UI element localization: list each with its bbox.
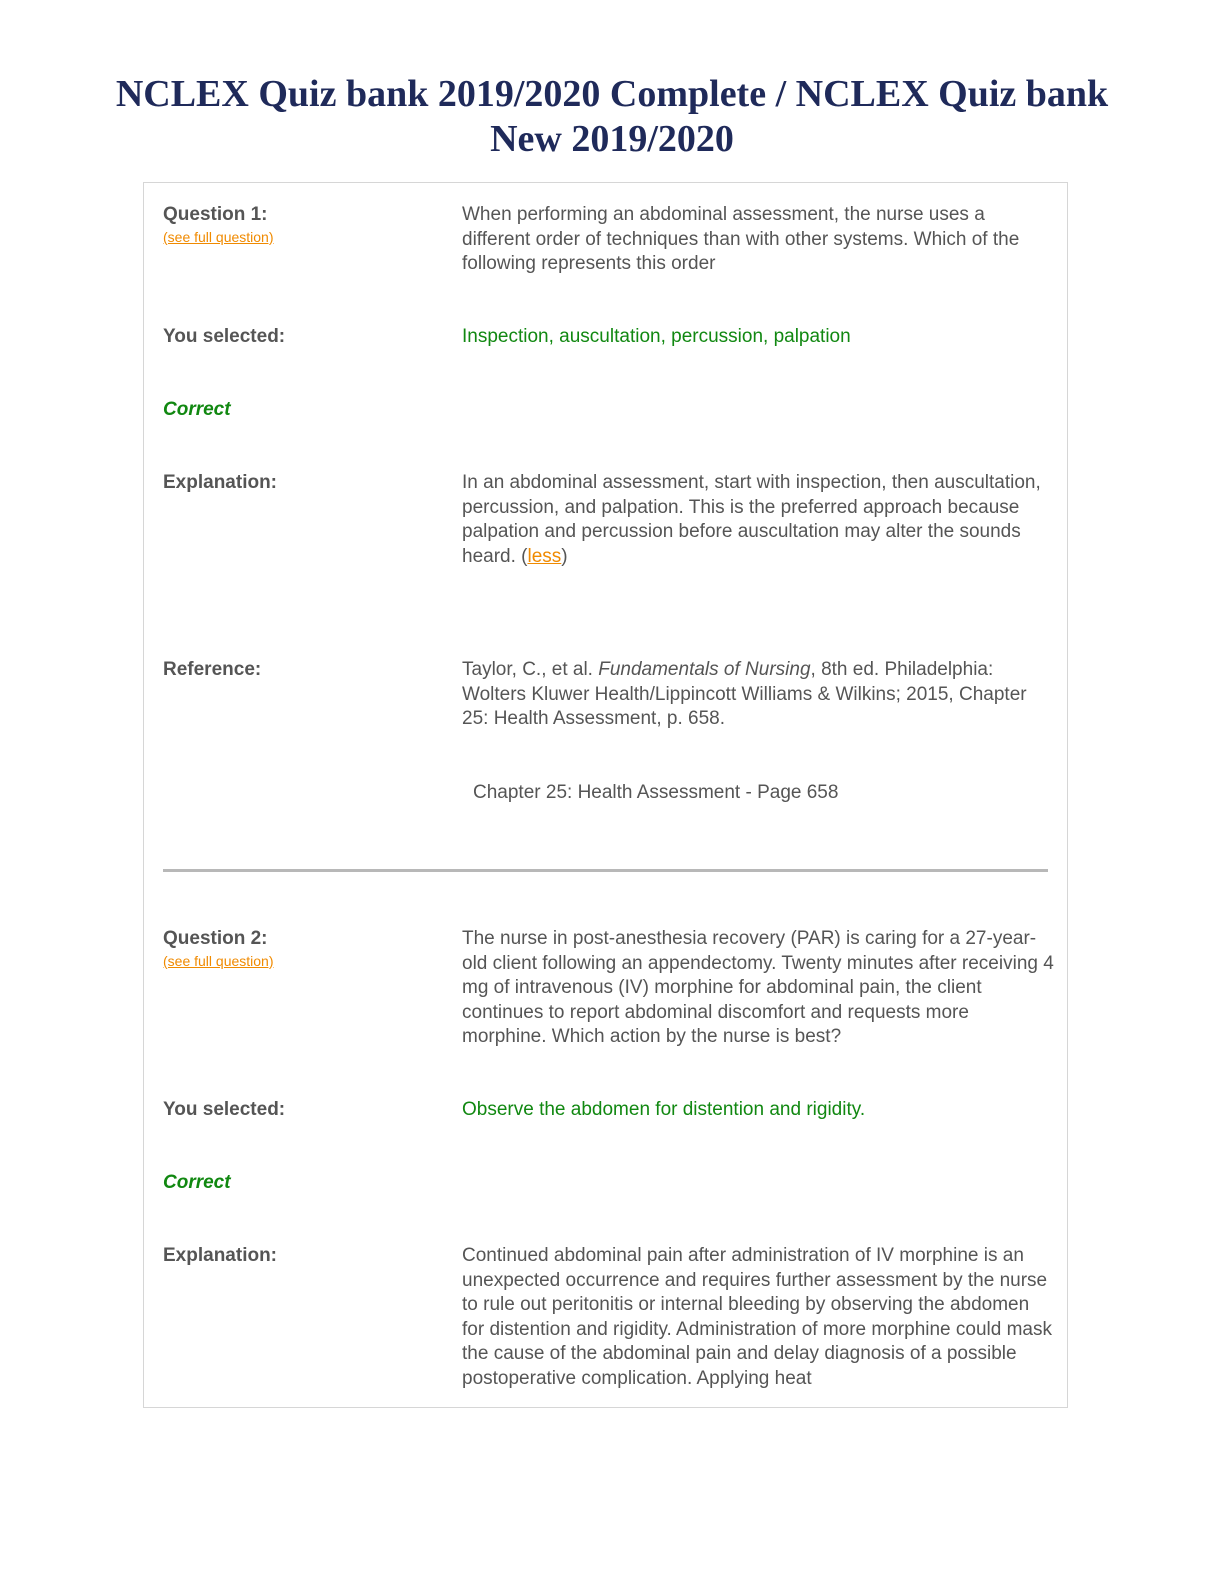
see-full-question-2-link[interactable]: (see full question) — [163, 953, 274, 969]
less-link[interactable]: less — [527, 545, 562, 567]
reference-book-title: Fundamentals of Nursing — [598, 659, 811, 680]
result-correct-2: Correct — [163, 1172, 231, 1193]
you-selected-label: You selected: — [163, 1099, 286, 1120]
question-2-label: Question 2: — [163, 928, 268, 949]
chapter-page-text: Chapter 25: Health Assessment - Page 658 — [473, 782, 839, 803]
quiz-results-card — [143, 182, 1068, 1408]
reference-1-text: Taylor, C., et al. Fundamentals of Nursing, 8th ed. Philadelphia: Wolters Kluwer Health/Lippincott Williams & Wilkins; 2015, Chapter 25: Health Assessment, p. 658. — [462, 659, 1027, 730]
explanation-1-text: In an abdominal assessment, start with inspection, then auscultation, percussion, and palpation. This is the preferred approach because palpation and percussion before auscultation may alter the sounds heard. (less) — [462, 472, 1041, 567]
see-full-question-1-link[interactable]: (see full question) — [163, 229, 274, 245]
reference-label: Reference: — [163, 659, 262, 680]
question-2-text: The nurse in post-anesthesia recovery (PAR) is caring for a 27-year-old client following an appendectomy. Twenty minutes after receiving 4 mg of intravenous (IV) morphine for abdominal pain, the client continues to report abdominal discomfort and requests more morphine. Which action by the nurse is best? — [462, 928, 1054, 1048]
explanation-label: Explanation: — [163, 472, 278, 493]
result-correct-1: Correct — [163, 399, 231, 420]
selected-answer-2: Observe the abdomen for distention and rigidity. — [462, 1099, 866, 1120]
explanation-label: Explanation: — [163, 1245, 278, 1266]
selected-answer-1: Inspection, auscultation, percussion, palpation — [462, 326, 851, 347]
question-1-label: Question 1: — [163, 204, 268, 225]
explanation-2-text: Continued abdominal pain after administration of IV morphine is an unexpected occurrence and requires further assessment by the nurse to rule out peritonitis or internal bleeding by observing the abdomen for distention and rigidity. Administration of more morphine could mask the cause of the abdominal pain and delay diagnosis of a possible postoperative complication. Applying heat — [462, 1245, 1052, 1389]
page-title: NCLEX Quiz bank 2019/2020 Complete / NCLEX Quiz bank New 2019/2020 — [115, 73, 1109, 160]
question-1-text: When performing an abdominal assessment, the nurse uses a different order of techniques than with other systems. Which of the following represents this order — [462, 204, 1020, 275]
question-divider — [163, 869, 1048, 872]
you-selected-label: You selected: — [163, 326, 286, 347]
